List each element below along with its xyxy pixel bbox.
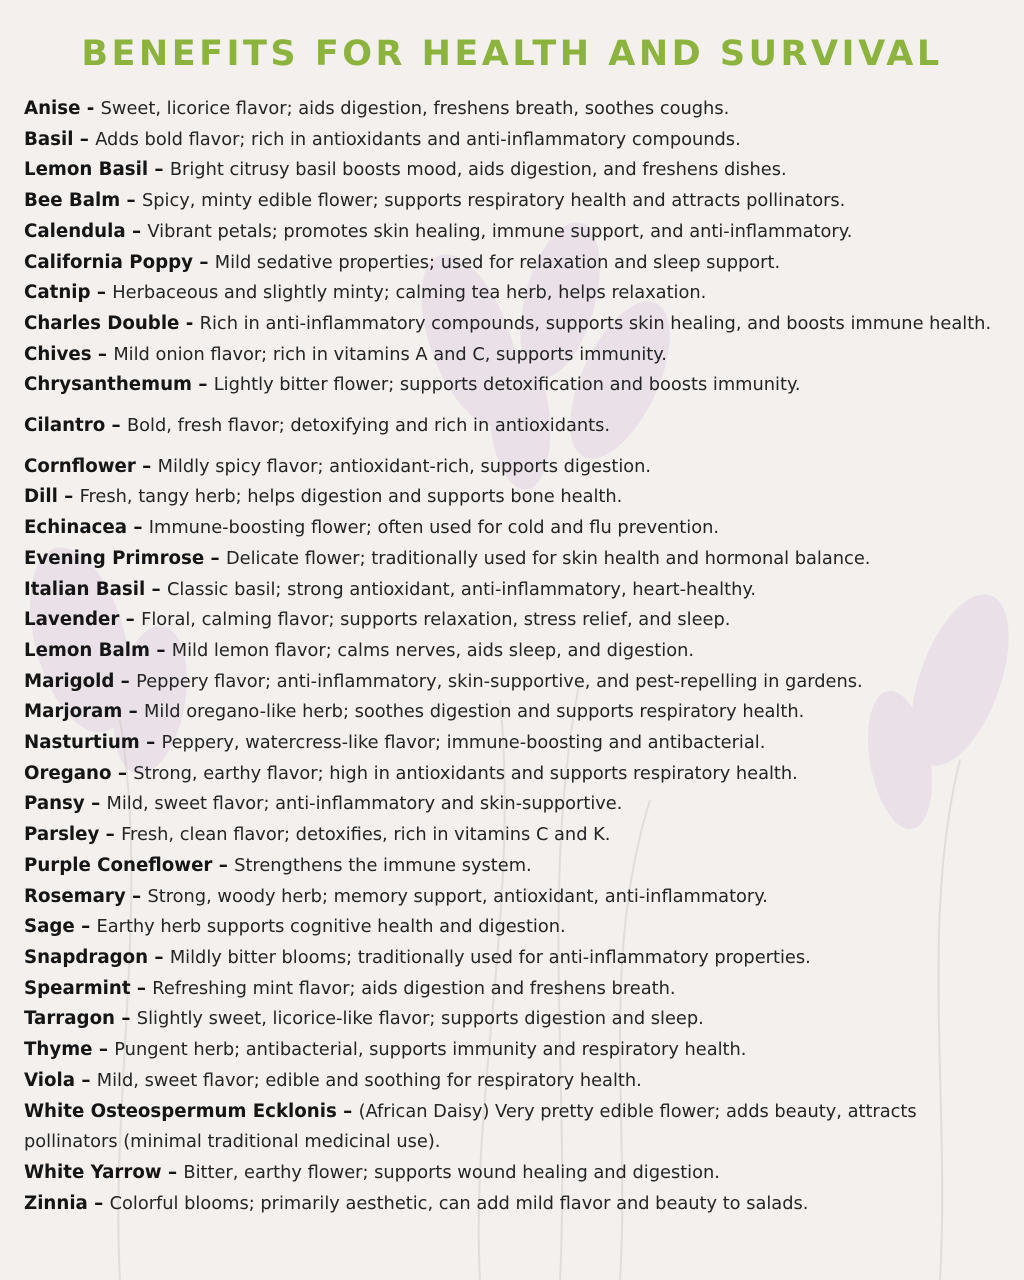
herb-name: Calendula xyxy=(24,220,126,242)
herb-description: Rich in anti-inflammatory compounds, supports skin healing, and boosts immune health. xyxy=(199,312,992,334)
separator: – xyxy=(130,977,153,999)
list-item xyxy=(24,248,1009,279)
list-item xyxy=(24,912,1009,943)
herb-description: Lightly bitter flower; supports detoxification and boosts immunity. xyxy=(213,374,801,396)
separator: – xyxy=(74,916,97,938)
separator: – xyxy=(192,251,215,273)
separator: - xyxy=(179,312,200,334)
herb-name: Cornflower xyxy=(24,455,136,477)
herb-description: Mild onion flavor; rich in vitamins A and C, supports immunity. xyxy=(113,343,667,365)
list-item xyxy=(24,851,1009,882)
herb-description: Slightly sweet, licorice-like flavor; supports digestion and sleep. xyxy=(136,1008,704,1030)
herb-name: White Osteospermum Ecklonis xyxy=(24,1100,337,1122)
list-item xyxy=(24,513,1009,544)
herb-name: Lemon Balm xyxy=(24,639,150,661)
herb-description: Classic basil; strong antioxidant, anti-inflammatory, heart-healthy. xyxy=(166,578,756,600)
herb-name: Bee Balm xyxy=(24,190,121,212)
herb-name: Lemon Basil xyxy=(24,159,149,181)
herb-name: Evening Primrose xyxy=(24,547,205,569)
separator: – xyxy=(87,1192,110,1214)
separator: – xyxy=(120,190,142,212)
separator: – xyxy=(336,1100,359,1122)
herb-name: Spearmint xyxy=(24,977,131,999)
herb-name: Pansy xyxy=(24,793,85,815)
herb-name: Basil xyxy=(24,128,74,150)
herb-name: Echinacea xyxy=(24,517,127,539)
herb-description: Refreshing mint flavor; aids digestion and freshens breath. xyxy=(152,977,676,999)
herb-description: Immune-boosting flower; often used for cold and flu prevention. xyxy=(148,517,720,539)
page-title: BENEFITS FOR HEALTH AND SURVIVAL xyxy=(81,34,943,74)
separator: – xyxy=(92,1039,115,1061)
list-item xyxy=(24,482,1009,513)
herb-name: Nasturtium xyxy=(24,732,140,754)
separator: – xyxy=(204,547,226,569)
herb-description: Mild, sweet flavor; edible and soothing for respiratory health. xyxy=(96,1069,642,1091)
herb-name: Viola xyxy=(24,1069,75,1091)
list-item xyxy=(24,217,1009,248)
separator: – xyxy=(212,854,235,876)
herb-name: Snapdragon xyxy=(24,946,149,968)
herb-name: Chives xyxy=(24,343,92,365)
herb-description: (African Daisy) Very pretty edible flower; adds beauty, attracts pollinators (minimal traditional medicinal use). xyxy=(24,1100,917,1153)
herb-name: Rosemary xyxy=(24,885,126,907)
benefits-list xyxy=(24,94,1009,1219)
separator: – xyxy=(127,517,149,539)
herb-description: Strong, woody herb; memory support, antioxidant, anti-inflammatory. xyxy=(147,885,768,907)
herb-description: Earthy herb supports cognitive health and digestion. xyxy=(96,916,566,938)
list-item xyxy=(24,974,1009,1005)
herb-name: Chrysanthemum xyxy=(24,374,192,396)
list-item xyxy=(24,370,1009,401)
herb-description: Mild, sweet flavor; anti-inflammatory and skin-supportive. xyxy=(106,793,623,815)
herb-description: Bitter, earthy flower; supports wound healing and digestion. xyxy=(183,1161,720,1183)
list-item xyxy=(24,278,1009,309)
herb-name: Oregano xyxy=(24,762,112,784)
separator: – xyxy=(114,670,137,692)
herb-name: Thyme xyxy=(24,1039,93,1061)
list-item xyxy=(24,155,1009,186)
herb-name: Catnip xyxy=(24,282,91,304)
list-item xyxy=(24,309,1009,340)
herb-name: Marigold xyxy=(24,670,115,692)
list-item xyxy=(24,1035,1009,1066)
separator: – xyxy=(148,159,170,181)
list-item xyxy=(24,186,1009,217)
herb-description: Bright citrusy basil boosts mood, aids digestion, and freshens dishes. xyxy=(169,159,787,181)
herb-description: Floral, calming flavor; supports relaxation, stress relief, and sleep. xyxy=(141,609,731,631)
separator: – xyxy=(73,128,96,150)
herb-description: Peppery flavor; anti-inflammatory, skin-supportive, and pest-repelling in gardens. xyxy=(136,670,863,692)
separator: – xyxy=(105,415,127,437)
list-item xyxy=(24,667,1009,698)
herb-description: Mildly spicy flavor; antioxidant-rich, supports digestion. xyxy=(157,455,652,477)
herb-description: Sweet, licorice flavor; aids digestion, freshens breath, soothes coughs. xyxy=(100,98,730,119)
herb-description: Mild oregano-like herb; soothes digestion and supports respiratory health. xyxy=(144,701,805,723)
list-item xyxy=(24,1066,1009,1097)
list-item xyxy=(24,411,1009,442)
list-item xyxy=(24,1158,1009,1189)
separator: – xyxy=(148,946,170,968)
herb-description: Mildly bitter blooms; traditionally used for anti-inflammatory properties. xyxy=(169,946,811,968)
herb-name: Lavender xyxy=(24,609,120,631)
list-item xyxy=(24,728,1009,759)
herb-name: Charles Double xyxy=(24,312,180,334)
separator: – xyxy=(125,220,148,242)
list-item xyxy=(24,1189,1009,1220)
herb-description: Fresh, tangy herb; helps digestion and supports bone health. xyxy=(79,486,623,508)
herb-name: Purple Coneflower xyxy=(24,854,213,876)
separator: – xyxy=(91,343,114,365)
list-item xyxy=(24,697,1009,728)
herb-description: Colorful blooms; primarily aesthetic, can add mild flavor and beauty to salads. xyxy=(109,1192,809,1214)
list-item xyxy=(24,544,1009,575)
herb-description: Strengthens the immune system. xyxy=(234,854,532,876)
herb-description: Vibrant petals; promotes skin healing, immune support, and anti-inflammatory. xyxy=(147,220,853,242)
herb-name: White Yarrow xyxy=(24,1161,162,1183)
separator: – xyxy=(149,639,172,661)
herb-name: Italian Basil xyxy=(24,578,146,600)
herb-name: Sage xyxy=(24,916,75,938)
separator: – xyxy=(90,282,113,304)
herb-name: Cilantro xyxy=(24,415,106,437)
herb-name: Dill xyxy=(24,486,58,508)
herb-description: Strong, earthy flavor; high in antioxidants and supports respiratory health. xyxy=(133,762,798,784)
herb-name: Parsley xyxy=(24,824,100,846)
separator: – xyxy=(115,1008,137,1030)
separator: – xyxy=(145,578,167,600)
herb-description: Peppery, watercress-like flavor; immune-boosting and antibacterial. xyxy=(161,732,766,754)
herb-description: Mild sedative properties; used for relaxation and sleep support. xyxy=(214,251,781,273)
separator: – xyxy=(75,1069,97,1091)
herb-description: Pungent herb; antibacterial, supports immunity and respiratory health. xyxy=(114,1039,747,1061)
separator: – xyxy=(125,885,148,907)
herb-name: Tarragon xyxy=(24,1008,116,1030)
list-item xyxy=(24,882,1009,913)
herb-description: Bold, fresh flavor; detoxifying and rich in antioxidants. xyxy=(126,415,611,437)
list-item xyxy=(24,636,1009,667)
herb-name: Anise xyxy=(24,98,81,119)
list-item xyxy=(24,575,1009,606)
herb-name: California Poppy xyxy=(24,251,193,273)
list-item xyxy=(24,1004,1009,1035)
herb-description: Adds bold flavor; rich in antioxidants and anti-inflammatory compounds. xyxy=(95,128,741,150)
separator: – xyxy=(119,609,142,631)
herb-description: Spicy, minty edible flower; supports respiratory health and attracts pollinators. xyxy=(141,190,846,212)
herb-description: Herbaceous and slightly minty; calming tea herb, helps relaxation. xyxy=(112,282,707,304)
list-item xyxy=(24,789,1009,820)
separator: – xyxy=(139,732,162,754)
separator: – xyxy=(161,1161,184,1183)
separator: – xyxy=(192,374,214,396)
separator: - xyxy=(80,98,101,119)
herb-name: Marjoram xyxy=(24,701,123,723)
list-item xyxy=(24,943,1009,974)
separator: – xyxy=(111,762,134,784)
separator: – xyxy=(57,486,80,508)
herb-description: Delicate flower; traditionally used for skin health and hormonal balance. xyxy=(225,547,871,569)
separator: – xyxy=(122,701,145,723)
list-item xyxy=(24,759,1009,790)
list-item xyxy=(24,820,1009,851)
herb-name: Zinnia xyxy=(24,1192,88,1214)
herb-description: Mild lemon flavor; calms nerves, aids sleep, and digestion. xyxy=(171,639,695,661)
list-item xyxy=(24,94,1009,125)
separator: – xyxy=(99,824,122,846)
list-item xyxy=(24,1097,1009,1158)
list-item xyxy=(24,452,1009,483)
separator: – xyxy=(84,793,107,815)
herb-description: Fresh, clean flavor; detoxifies, rich in vitamins C and K. xyxy=(121,824,611,846)
separator: – xyxy=(135,455,158,477)
list-item xyxy=(24,125,1009,156)
list-item xyxy=(24,605,1009,636)
list-item xyxy=(24,340,1009,371)
